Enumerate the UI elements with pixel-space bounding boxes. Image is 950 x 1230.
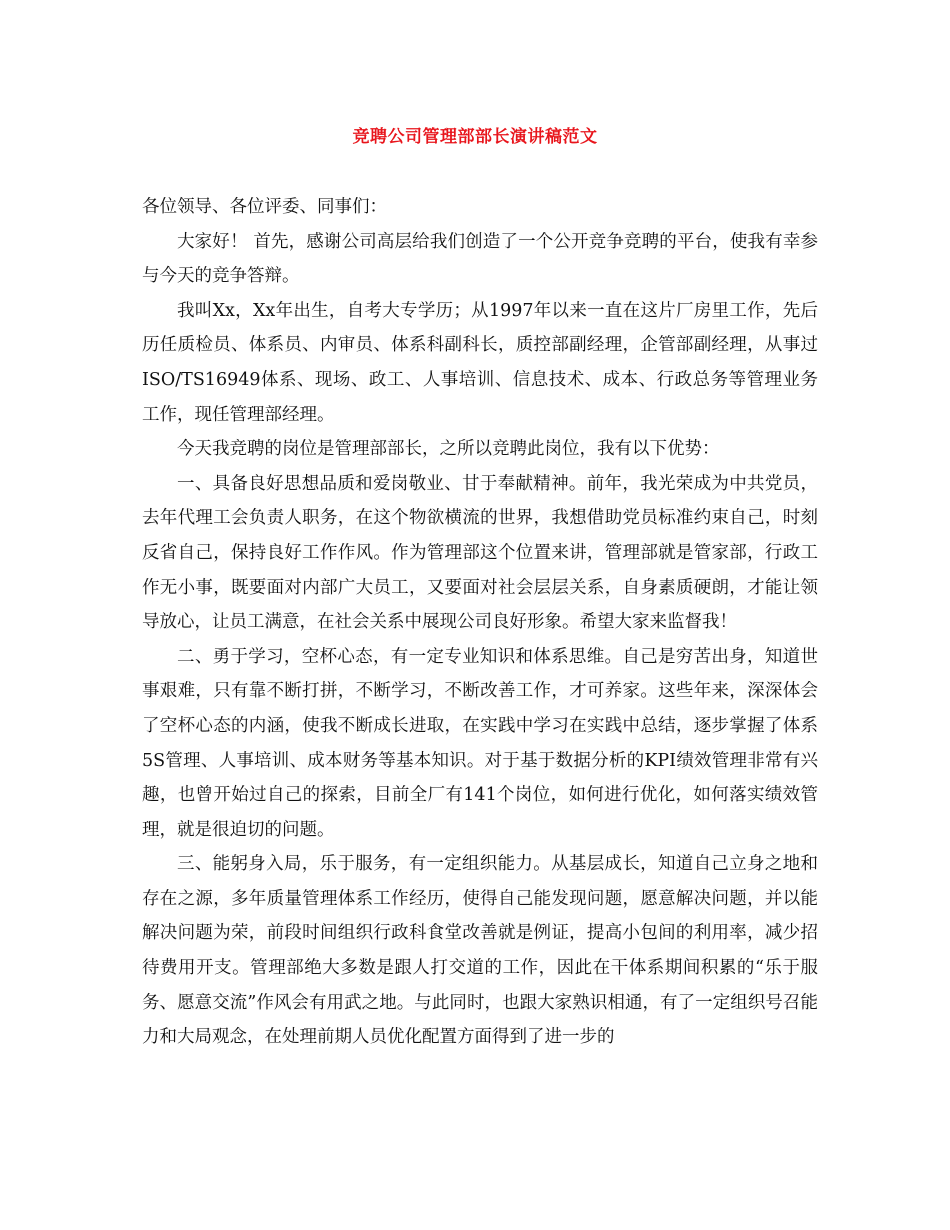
paragraph-position: 今天我竞聘的岗位是管理部部长，之所以竞聘此岗位，我有以下优势：: [177, 439, 720, 460]
salutation: 各位领导、各位评委、同事们：: [142, 197, 387, 217]
paragraph-introduction: 我叫Xx，Xx年出生，自考大专学历；从1997年以来一直在这片厂房里工作，先后历任质检员、体系员、内审员、体系科副科长，质控部副经理，企管部副经理，从事过ISO/TS16949体系、现场、政工、人事培训、信息技术、成本、行政总务等管理业务工作，现任管理部经理。: [142, 300, 818, 425]
paragraph-advantage-3: 三、能躬身入局，乐于服务，有一定组织能力。从基层成长，知道自己立身之地和存在之源，多年质量管理体系工作经历，使得自己能发现问题，愿意解决问题，并以能解决问题为荣，前段时间组织行政科食堂改善就是例证，提高小包间的利用率，减少招待费用开支。管理部绝大多数是跟人打交道的工作，因此在干体系期间积累的“乐于服务、愿意交流”作风会有用武之地。与此同时，也跟大家熟识相通，有了一定组织号召能力和大局观念，在处理前期人员优化配置方面得到了进一步的: [142, 854, 818, 1048]
document-title: 竞聘公司管理部部长演讲稿范文: [352, 127, 598, 147]
paragraph-greeting: 大家好！ 首先，感谢公司高层给我们创造了一个公开竞争竞聘的平台，使我有幸参与今天的竞争答辩。: [142, 231, 818, 287]
paragraph-advantage-1: 一、具备良好思想品质和爱岗敬业、甘于奉献精神。前年，我光荣成为中共党员，去年代理工会负责人职务，在这个物欲横流的世界，我想借助党员标准约束自己，时刻反省自己，保持良好工作作风。作为管理部这个位置来讲，管理部就是管家部，行政工作无小事，既要面对内部广大员工，又要面对社会层层关系，自身素质硬朗，才能让领导放心，让员工满意，在社会关系中展现公司良好形象。希望大家来监督我！: [142, 473, 818, 633]
document-body: [142, 190, 818, 1055]
paragraph-advantage-2: 二、勇于学习，空杯心态，有一定专业知识和体系思维。自己是穷苦出身，知道世事艰难，只有靠不断打拼，不断学习，不断改善工作，才可养家。这些年来，深深体会了空杯心态的内涵，使我不断成长进取，在实践中学习在实践中总结，逐步掌握了体系5S管理、人事培训、成本财务等基本知识。对于基于数据分析的KPI绩效管理非常有兴趣，也曾开始过自己的探索，目前全厂有141个岗位，如何进行优化，如何落实绩效管理，就是很迫切的问题。: [142, 646, 818, 840]
